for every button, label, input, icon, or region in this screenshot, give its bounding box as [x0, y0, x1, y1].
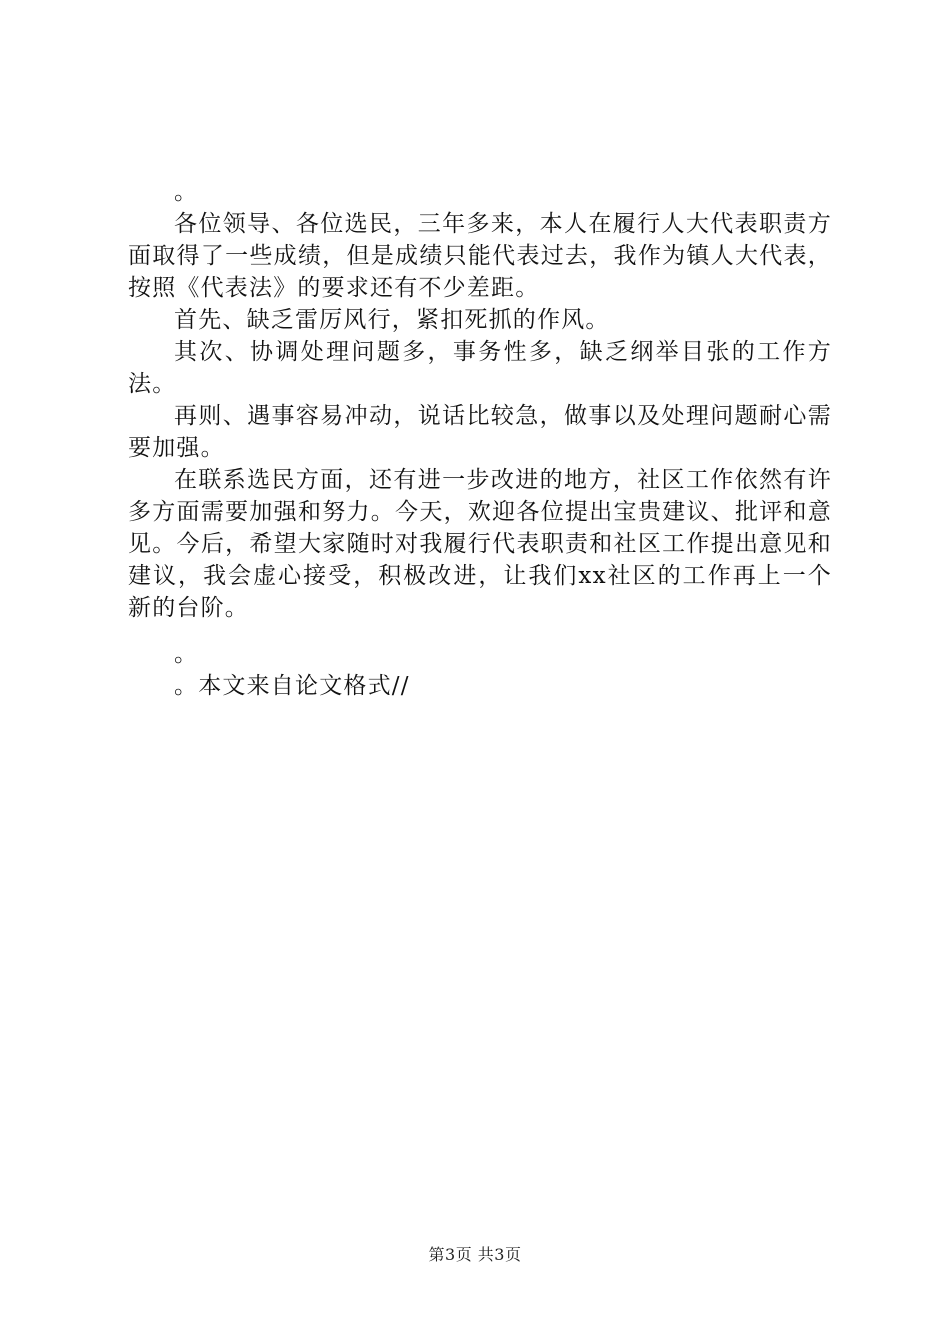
- paragraph-voter-contact: 在联系选民方面，还有进一步改进的地方，社区工作依然有许多方面需要加强和努力。今天，欢迎各位提出宝贵建议、批评和意见。今后，希望大家随时对我履行代表职责和社区工作提出意见和建议，我会虚心接受，积极改进，让我们xx社区的工作再上一个新的台阶。: [128, 467, 832, 621]
- paragraph-period-2: 。: [174, 641, 199, 667]
- paragraph-third-shortcoming: 再则、遇事容易冲动，说话比较急，做事以及处理问题耐心需要加强。: [128, 403, 832, 461]
- paragraph-second-shortcoming: 其次、协调处理问题多，事务性多，缺乏纲举目张的工作方法。: [128, 339, 832, 397]
- paragraph-achievements: 各位领导、各位选民，三年多来，本人在履行人大代表职责方面取得了一些成绩，但是成绩只能代表过去，我作为镇人大代表，按照《代表法》的要求还有不少差距。: [128, 211, 832, 301]
- paragraph-period: 。: [174, 179, 199, 205]
- page-number-footer: 第3页 共3页: [428, 1245, 522, 1264]
- paragraph-first-shortcoming: 首先、缺乏雷厉风行，紧扣死抓的作风。: [174, 307, 610, 333]
- paragraph-source-note: 。本文来自论文格式//: [174, 673, 410, 699]
- document-body: [128, 176, 832, 702]
